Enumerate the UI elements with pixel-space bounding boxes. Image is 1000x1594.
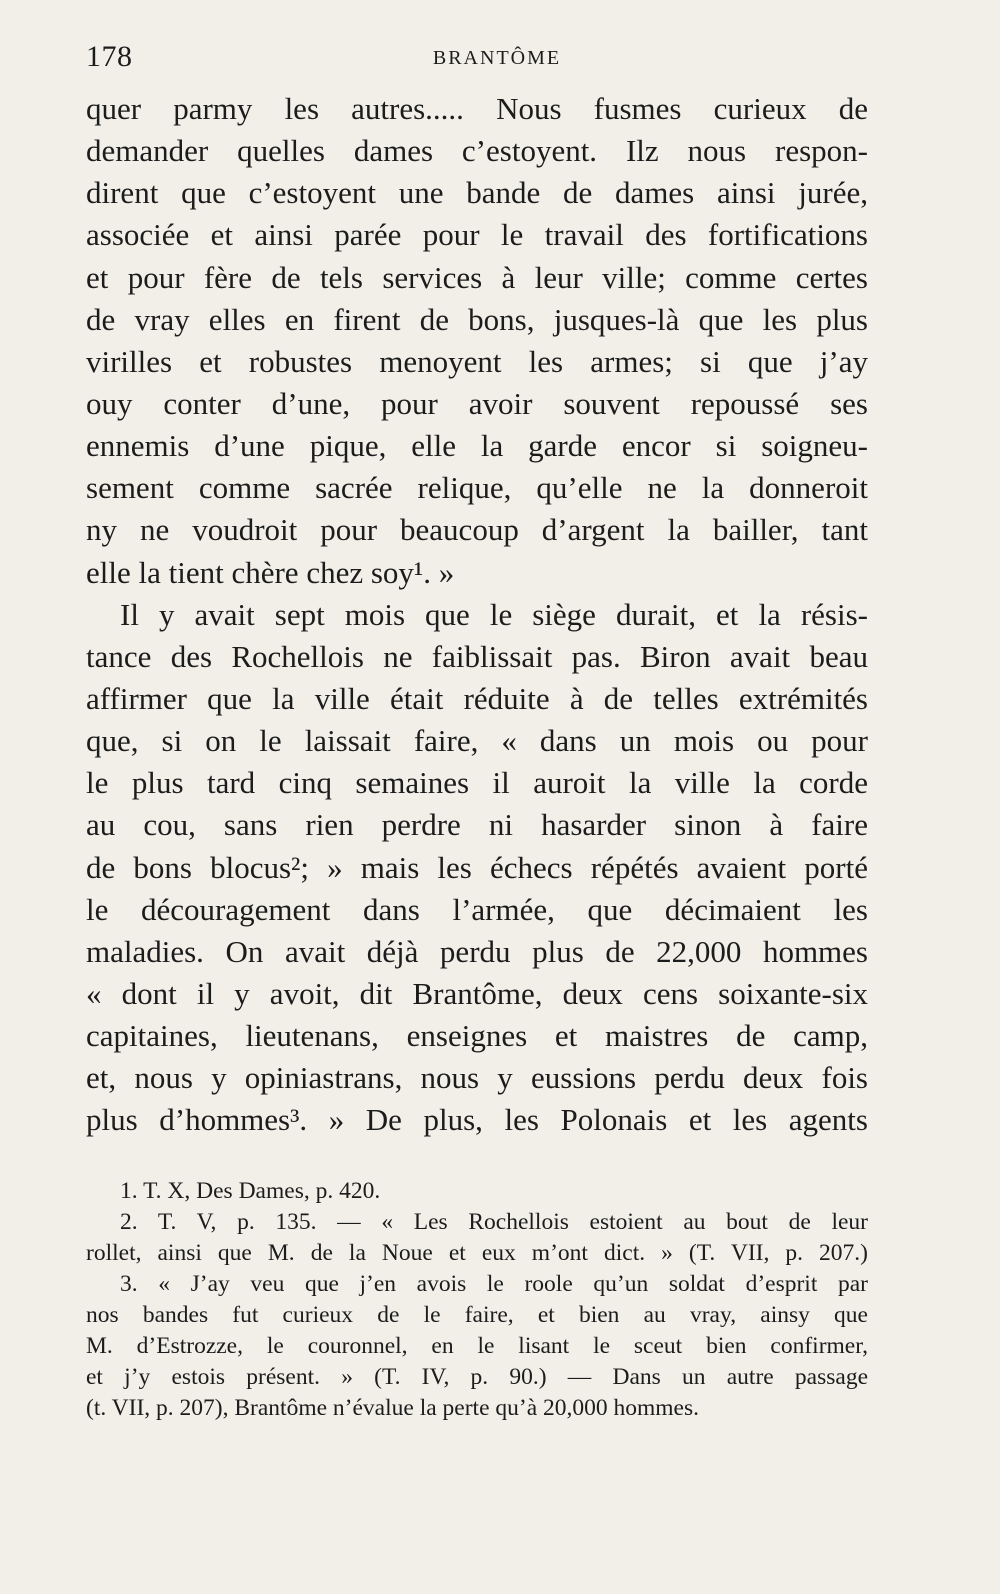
running-head: BRANTÔME	[432, 47, 562, 69]
body-line: virilles et robustes menoyent les armes; si que j’ay	[86, 343, 868, 379]
footnote-line: 1. T. X, Des Dames, p. 420.	[120, 1178, 381, 1204]
body-line: ouy conter d’une, pour avoir souvent repoussé ses	[86, 385, 868, 421]
footnote-line: nos bandes fut curieux de le faire, et bien au vray, ainsy que	[86, 1302, 868, 1328]
body-line: au cou, sans rien perdre ni hasarder sinon à faire	[86, 807, 868, 843]
body-line: et pour fère de tels services à leur ville; comme certes	[86, 259, 868, 295]
footnote-line: rollet, ainsi que M. de la Noue et eux m’ont dict. » (T. VII, p. 207.)	[86, 1240, 868, 1266]
body-line: ennemis d’une pique, elle la garde encor si soigneu-	[86, 428, 868, 464]
footnote-line: (t. VII, p. 207), Brantôme n’évalue la perte qu’à 20,000 hommes.	[86, 1395, 700, 1421]
body-line: quer parmy les autres..... Nous fusmes curieux de	[86, 91, 868, 126]
body-line: le découragement dans l’armée, que décimaient les	[86, 891, 868, 927]
footnote-line: et j’y estois présent. » (T. IV, p. 90.) — Dans un autre passage	[86, 1364, 868, 1390]
body-line: ny ne voudroit pour beaucoup d’argent la bailler, tant	[86, 512, 868, 548]
body-line: demander quelles dames c’estoyent. Ilz nous respon-	[86, 133, 868, 169]
body-line: Il y avait sept mois que le siège durait, et la résis-	[120, 596, 868, 632]
body-line: elle la tient chère chez soy¹. »	[86, 554, 455, 590]
footnotes	[86, 1176, 868, 1424]
body-line: tance des Rochellois ne faiblissait pas. Biron avait beau	[86, 638, 868, 674]
body-line: affirmer que la ville était réduite à de telles extrémités	[86, 680, 868, 716]
page-header	[86, 40, 868, 80]
body-text	[86, 88, 868, 1142]
body-line: « dont il y avoit, dit Brantôme, deux cens soixante-six	[86, 975, 868, 1011]
body-line: de bons blocus²; » mais les échecs répétés avaient porté	[86, 849, 868, 885]
body-line: sement comme sacrée relique, qu’elle ne la donneroit	[86, 470, 868, 506]
body-line: associée et ainsi parée pour le travail des fortifications	[86, 217, 868, 253]
body-line: dirent que c’estoyent une bande de dames ainsi jurée,	[86, 175, 868, 211]
footnote-line: 2. T. V, p. 135. — « Les Rochellois estoient au bout de leur	[120, 1209, 868, 1235]
body-line: de vray elles en firent de bons, jusques-là que les plus	[86, 301, 868, 337]
body-line: et, nous y opiniastrans, nous y eussions perdu deux fois	[86, 1060, 868, 1096]
body-line: capitaines, lieutenans, enseignes et maistres de camp,	[86, 1018, 868, 1054]
footnote-line: 3. « J’ay veu que j’en avois le roole qu’un soldat d’esprit par	[120, 1271, 868, 1297]
body-line: plus d’hommes³. » De plus, les Polonais et les agents	[86, 1102, 868, 1138]
footnote-line: M. d’Estrozze, le couronnel, en le lisant le sceut bien confirmer,	[86, 1333, 868, 1359]
body-line: maladies. On avait déjà perdu plus de 22,000 hommes	[86, 933, 868, 969]
body-line: le plus tard cinq semaines il auroit la ville la corde	[86, 765, 868, 801]
page-number: 178	[86, 40, 133, 73]
body-line: que, si on le laissait faire, « dans un mois ou pour	[86, 723, 868, 759]
